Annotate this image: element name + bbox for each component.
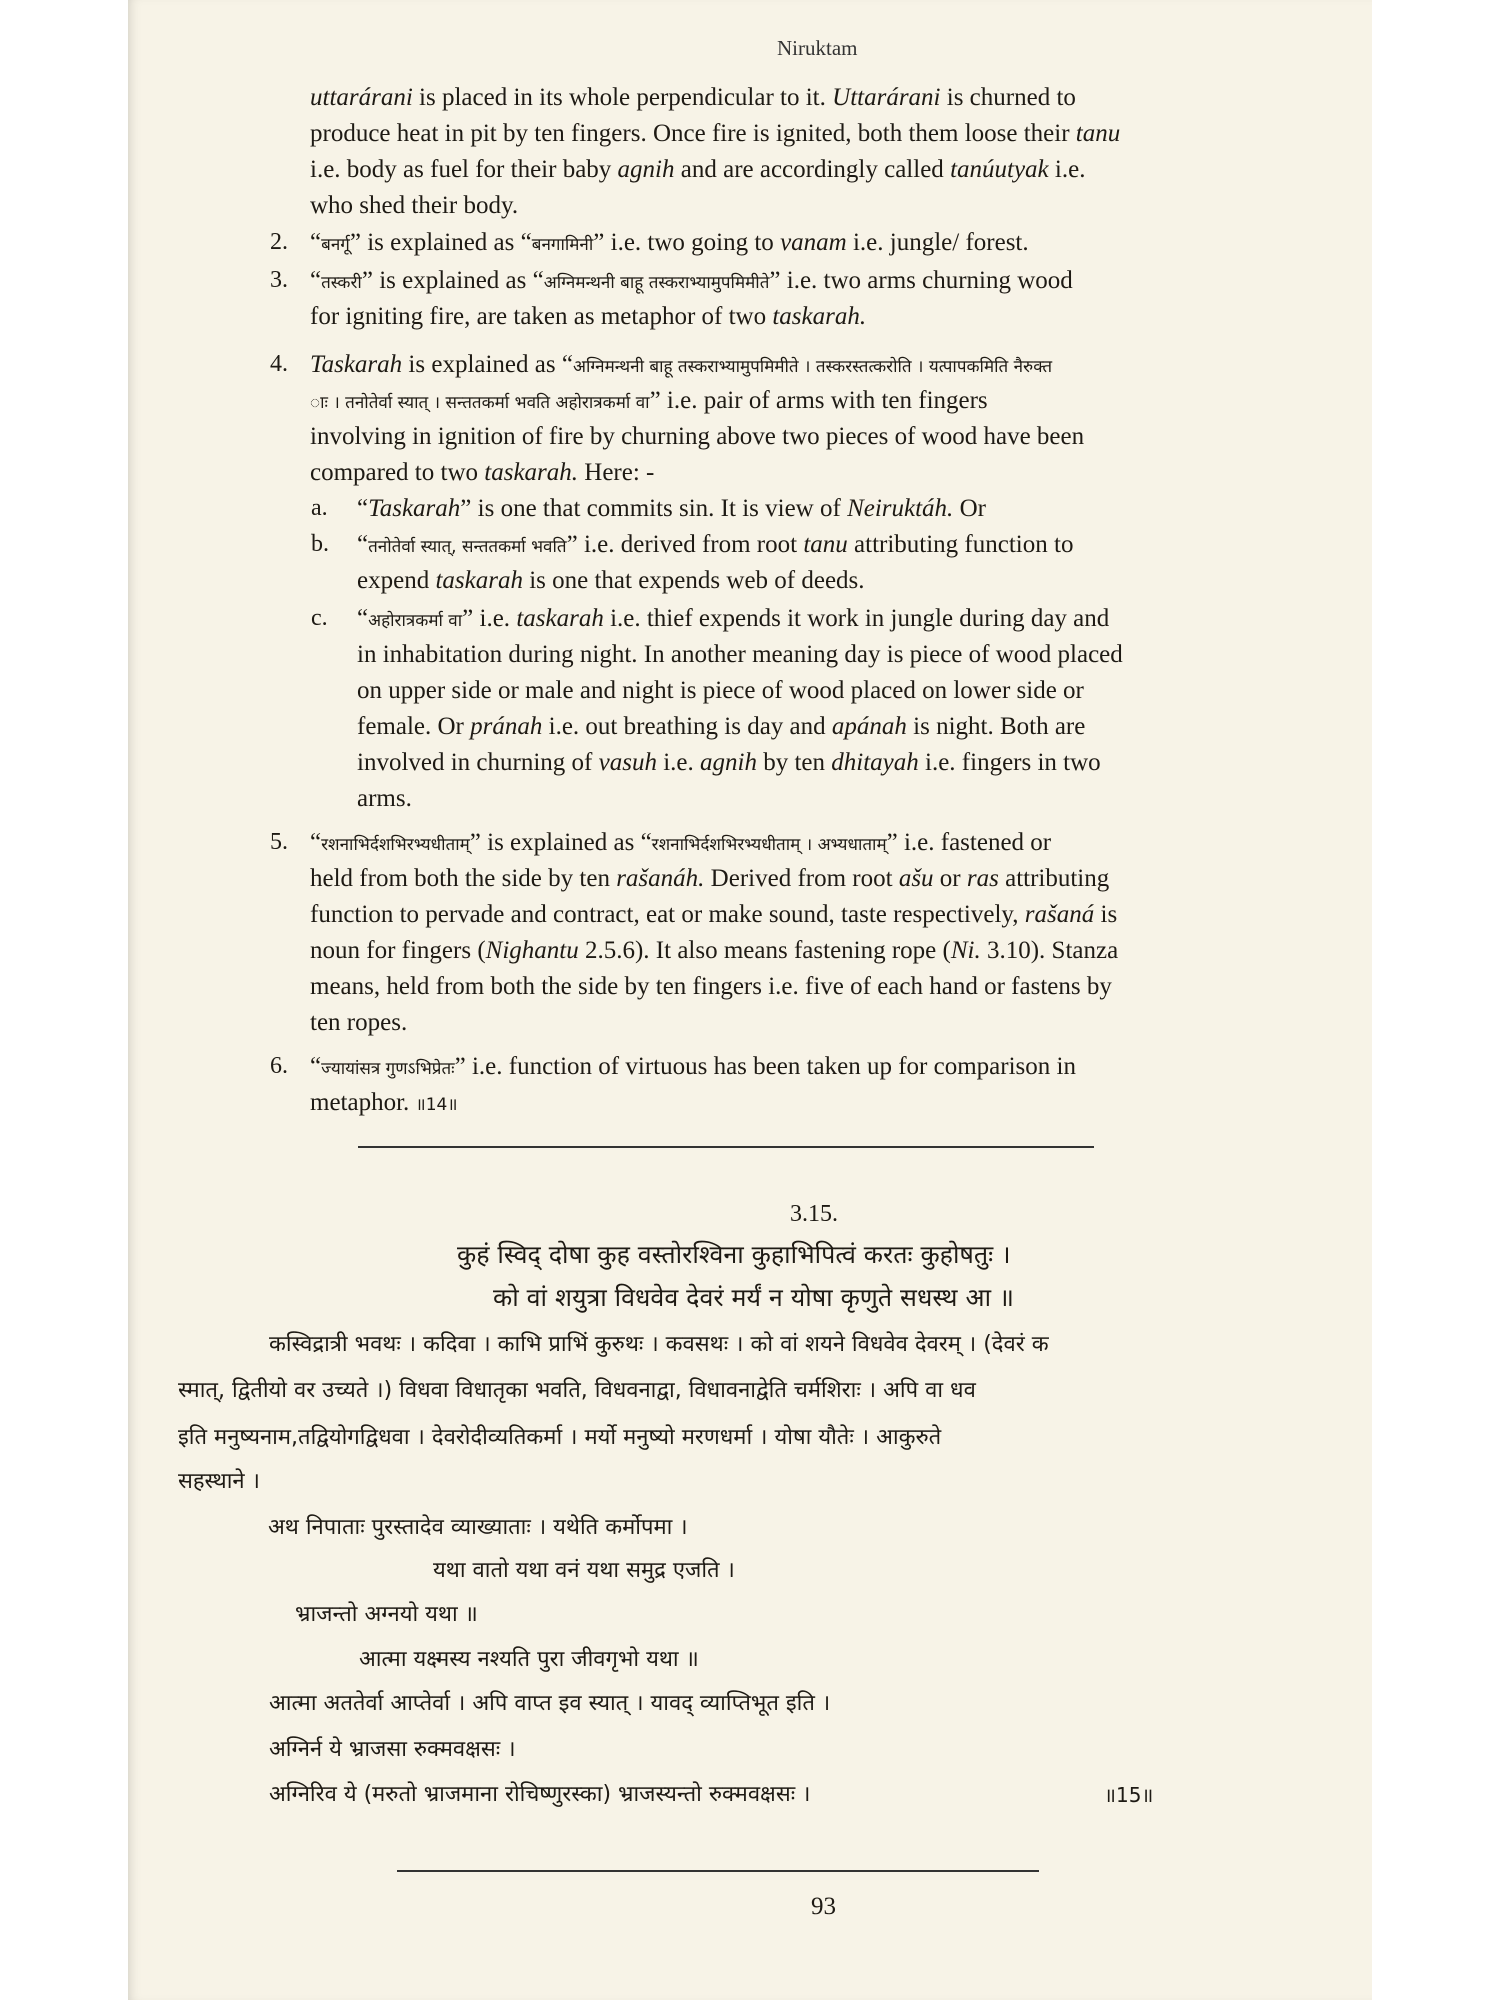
note-c-line-3: on upper side or male and night is piece of wood placed on lower side or — [357, 677, 1084, 704]
note-6-line-2 — [310, 1085, 458, 1123]
book-page — [128, 0, 1372, 2000]
note-c-line-2: in inhabitation during night. In another meaning day is piece of wood placed — [357, 641, 1123, 668]
note-3-line-1: “तस्करी” is explained as “अग्निमन्थनी बाहू तस्कराभ्यामुपमिमीते” i.e. two arms churning wood — [310, 267, 1073, 294]
example-quote-1: यथा वातो यथा वनं यथा समुद्र एजति । — [433, 1558, 735, 1583]
note-a: “Taskarah” is one that commits sin. It is view of Neiruktáh. Or — [357, 495, 986, 522]
text: is — [1094, 901, 1118, 928]
term-agnih: agnih — [617, 156, 675, 183]
note-2: “बनर्गू” is explained as “बनगामिनी” i.e. two going to vanam i.e. jungle/ forest. — [310, 229, 1029, 256]
mantra-line-1: कुहं स्विद् दोषा कुह वस्तोरश्विना कुहाभिपित्वं करतः कुहोषतुः । — [457, 1240, 1011, 1269]
text: i.e. — [656, 749, 701, 776]
text: female. Or — [357, 713, 471, 740]
text: attributing function to — [847, 531, 1074, 558]
term: ras — [966, 865, 999, 892]
commentary-line-6: आत्मा अततेर्वा आप्तेर्वा । अपि वाप्त इव स्यात् । यावद् व्याप्तिभूत इति । — [269, 1691, 831, 1716]
example-quote-2: भ्राजन्तो अग्नयो यथा ॥ — [295, 1602, 478, 1627]
term: Neiruktáh. — [847, 495, 954, 522]
commentary-line-4: सहस्थाने । — [178, 1469, 260, 1494]
text: 2.5.6). It also means fastening rope ( — [578, 937, 951, 964]
section-title: 3.15. — [790, 1201, 838, 1227]
sanskrit-quote: ज्यायांसत्र गुणऽभिप्रेतः — [321, 1059, 455, 1079]
term: Nighantu — [485, 937, 579, 964]
text: is night. Both are — [906, 713, 1086, 740]
note-6-line-1: “ज्यायांसत्र गुणऽभिप्रेतः” i.e. function of virtuous has been taken up for comparison in — [310, 1053, 1076, 1080]
quote-line-agnir: अग्निर्न ये भ्राजसा रुक्मवक्षसः । — [269, 1737, 516, 1762]
term: rašaná — [1024, 901, 1095, 928]
sub-label-a: a. — [311, 495, 328, 521]
text: compared to two — [310, 459, 485, 486]
commentary-line-7: अग्निरिव ये (मरुतो भ्राजमाना रोचिष्णुरस्का) भ्राजस्यन्तो रुक्मवक्षसः । — [269, 1782, 811, 1807]
text: expend — [357, 567, 436, 594]
text: is explained as — [480, 829, 641, 856]
text: i.e. fastened or — [897, 829, 1052, 856]
sanskrit-quote: तनोतेर्वा स्यात्, सन्ततकर्मा भवति — [368, 537, 567, 557]
mantra-line-2: को वां शयुत्रा विधवेव देवरं मर्यं न योषा कृणुते सधस्थ आ ॥ — [493, 1283, 1014, 1312]
text: is one that expends web of deeds. — [522, 567, 865, 594]
text: is explained as — [402, 351, 562, 378]
note-b-line-2 — [357, 563, 865, 599]
text: is churned to — [940, 84, 1076, 111]
note-4-line-2: ाः । तनोतेर्वा स्यात् । सन्ततकर्मा भवति अहोरात्रकर्मा वा” i.e. pair of arms with ten fingers — [310, 387, 988, 414]
example-quote-3: आत्मा यक्ष्मस्य नश्यति पुरा जीवगृभो यथा ॥ — [359, 1647, 699, 1672]
sanskrit-quote: रशनाभिर्दशभिरभ्यधीताम् — [321, 835, 470, 855]
text: Or — [953, 495, 986, 522]
text: is one that commits sin. It is view of — [471, 495, 848, 522]
note-5-line-2 — [310, 861, 1109, 897]
bottom-rule — [397, 1870, 1039, 1872]
text: involved in churning of — [357, 749, 599, 776]
item-number-5: 5. — [270, 829, 288, 855]
term: pránah — [470, 713, 543, 740]
text: i.e. — [473, 605, 517, 632]
note-5-line-4 — [310, 933, 1118, 969]
text: i.e. function of virtuous has been taken up for comparison in — [465, 1053, 1076, 1080]
sanskrit-quote: बनर्गू — [321, 235, 350, 255]
commentary-line-2: स्मात्, द्वितीयो वर उच्यते ।) विधवा विधातृका भवति, विधवनाद्वा, विधावनाद्वेति चर्मशिराः । अपि वा धव — [178, 1378, 976, 1403]
note-5-line-1: “रशनाभिर्दशभिरभ्यधीताम्” is explained as “रशनाभिर्दशभिरभ्यधीताम् । अभ्यधाताम्” i.e. fastened or — [310, 829, 1052, 856]
term: Ni. — [950, 937, 981, 964]
text: i.e. — [1048, 156, 1086, 183]
term: vasuh — [598, 749, 657, 776]
text: Here: - — [578, 459, 655, 486]
term: apánah — [831, 713, 907, 740]
sub-label-b: b. — [311, 531, 329, 557]
term: taskarah. — [772, 303, 867, 330]
intro-line-2 — [310, 116, 1120, 152]
note-4-line-4 — [310, 455, 654, 491]
sanskrit-quote: अग्निमन्थनी बाहू तस्कराभ्यामुपमिमीते । तस्करस्तत्करोति । यत्पापकमिति नैरुक्त — [572, 357, 1053, 377]
term: vanam — [780, 229, 847, 256]
term: dhitayah — [831, 749, 919, 776]
term: taskarah. — [484, 459, 579, 486]
text: noun for fingers ( — [310, 937, 486, 964]
term: tanu — [803, 531, 848, 558]
text: Derived from root — [704, 865, 899, 892]
sub-label-c: c. — [311, 605, 328, 631]
note-c-line-4 — [357, 709, 1085, 745]
note-5-line-3 — [310, 897, 1117, 933]
item-number-2: 2. — [270, 229, 288, 255]
note-3-line-2 — [310, 299, 866, 335]
term-uttararani-2: Uttarárani — [832, 84, 941, 111]
running-header: Niruktam — [777, 36, 858, 60]
intro-line-1 — [310, 80, 1076, 116]
text: i.e. thief expends it work in jungle during day and — [603, 605, 1110, 632]
text: is explained as — [372, 267, 533, 294]
note-c-line-5 — [357, 745, 1101, 781]
intro-line-3 — [310, 152, 1085, 188]
text: produce heat in pit by ten fingers. Once fire is ignited, both them loose their — [310, 120, 1076, 147]
term: taskarah — [435, 567, 523, 594]
text: for igniting fire, are taken as metaphor of two — [310, 303, 773, 330]
item-number-3: 3. — [270, 267, 288, 293]
text: i.e. out breathing is day and — [542, 713, 832, 740]
term-uttararani: uttarárani — [310, 84, 413, 111]
text: and are accordingly called — [674, 156, 951, 183]
page-number: 93 — [811, 1893, 836, 1920]
text: i.e. fingers in two — [918, 749, 1101, 776]
text: is placed in its whole perpendicular to it. — [412, 84, 833, 111]
item-number-6: 6. — [270, 1053, 288, 1079]
verse-number-mark: ॥15॥ — [1104, 1783, 1154, 1807]
text: i.e. derived from root — [577, 531, 804, 558]
note-5-line-5: means, held from both the side by ten fingers i.e. five of each hand or fastens by — [310, 973, 1112, 1000]
item-number-4: 4. — [270, 351, 288, 377]
sanskrit-quote: ाः । तनोतेर्वा स्यात् । सन्ततकर्मा भवति अहोरात्रकर्मा वा — [310, 393, 650, 413]
text: attributing — [998, 865, 1110, 892]
text: i.e. pair of arms with ten fingers — [660, 387, 988, 414]
term-tanuutyak: tanúutyak — [950, 156, 1049, 183]
commentary-line-1: कस्विद्रात्री भवथः । कदिवा । काभि प्राभिं कुरुथः । कवसथः । को वां शयने विधवेव देवरम् । (देवरं क — [269, 1332, 1049, 1357]
text: or — [933, 865, 967, 892]
sanskrit-quote: रशनाभिर्दशभिरभ्यधीताम् । अभ्यधाताम् — [651, 835, 887, 855]
text: function to pervade and contract, eat or make sound, taste respectively, — [310, 901, 1025, 928]
sanskrit-quote: बनगामिनी — [531, 235, 594, 255]
text: i.e. two going to — [604, 229, 781, 256]
term: Taskarah — [310, 351, 403, 378]
text: i.e. two arms churning wood — [780, 267, 1073, 294]
note-b-line-1: “तनोतेर्वा स्यात्, सन्ततकर्मा भवति” i.e. derived from root tanu attributing function to — [357, 531, 1074, 558]
divider-rule — [358, 1146, 1094, 1148]
note-4-line-1: Taskarah is explained as “अग्निमन्थनी बाहू तस्कराभ्यामुपमिमीते । तस्करस्तत्करोति । यत्पापकमिति नैरुक्त — [310, 351, 1053, 378]
term-tanu: tanu — [1075, 120, 1121, 147]
note-4-line-3: involving in ignition of fire by churning above two pieces of wood have been — [310, 423, 1085, 450]
verse-mark: ॥14॥ — [415, 1095, 458, 1115]
intro-line-4 — [310, 188, 518, 224]
note-c-line-6: arms. — [357, 785, 412, 812]
text: is explained as — [360, 229, 521, 256]
term: agnih — [700, 749, 757, 776]
text: i.e. jungle/ forest. — [846, 229, 1029, 256]
commentary-line-5: अथ निपाताः पुरस्तादेव व्याख्याताः । यथेति कर्मोपमा । — [268, 1515, 688, 1540]
sanskrit-quote: तस्करी — [321, 273, 362, 293]
text: 3.10). Stanza — [980, 937, 1119, 964]
term: ašu — [898, 865, 934, 892]
term: taskarah — [516, 605, 604, 632]
text: metaphor. — [310, 1089, 416, 1116]
note-c-line-1: “अहोरात्रकर्मा वा” i.e. taskarah i.e. thief expends it work in jungle during day and — [357, 605, 1110, 632]
sanskrit-quote: अग्निमन्थनी बाहू तस्कराभ्यामुपमिमीते — [543, 273, 770, 293]
commentary-line-3: इति मनुष्यनाम,तद्वियोगद्विधवा । देवरोदीव्यतिकर्मा । मर्यो मनुष्यो मरणधर्मा । योषा यौतेः । आकुरुते — [178, 1425, 942, 1450]
text: by ten — [756, 749, 832, 776]
sanskrit-quote: अहोरात्रकर्मा वा — [368, 611, 463, 631]
term: Taskarah — [368, 495, 461, 522]
text: i.e. body as fuel for their baby — [310, 156, 618, 183]
note-5-line-6: ten ropes. — [310, 1009, 408, 1036]
text: held from both the side by ten — [310, 865, 617, 892]
text: who shed their body. — [310, 192, 519, 219]
term: rašanáh. — [616, 865, 705, 892]
